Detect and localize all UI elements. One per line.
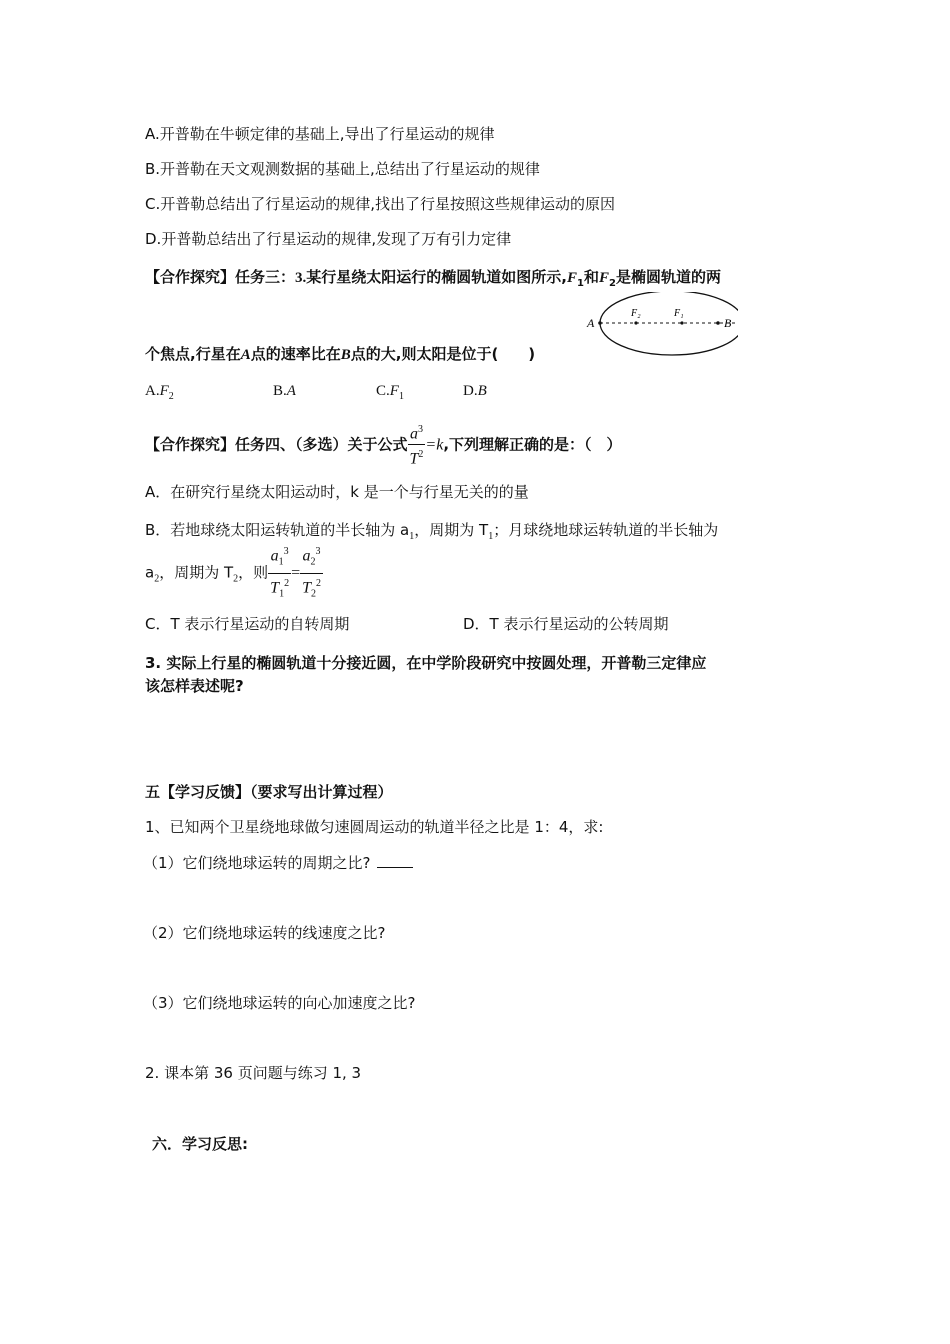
q2-option-d: D.开普勒总结出了行星运动的规律,发现了万有引力定律 [145,230,512,248]
task3-f2: F [598,270,609,286]
task4-b2-part3: ，则 [238,563,269,582]
equals-sign: = [291,564,301,582]
fraction-1-num [268,542,291,574]
opt-c-letter: F [389,383,399,399]
task3-line2-a: 个焦点,行星在 [145,345,241,363]
task4-prefix: 【合作探究】任务四、（多选）关于公式 [145,435,408,454]
task4-b-part3: ；月球绕地球运转轨道的半长轴为 [493,521,719,539]
f1-den-sub: 1 [279,588,285,600]
f1-num-sub: 1 [278,556,284,568]
task3-line2 [145,344,535,365]
section5-q1: 1、已知两个卫星绕地球做匀速圆周运动的轨道半径之比是 1：4，求: [145,818,604,836]
task3-option-d [463,381,487,401]
task4-b2-a: a [145,563,155,582]
task3-option-c [376,381,404,407]
task3-pt-b: B [340,347,351,363]
task3-line2-b: 点的速率比在 [250,345,341,363]
task4-b2-part2: ，周期为 T [159,563,234,582]
task3-num: 3. [295,270,307,286]
f2-den-sup: 2 [316,577,321,589]
kepler-frac-den [408,445,426,469]
q2-option-b: B.开普勒在天文观测数据的基础上,总结出了行星运动的规律 [145,160,540,178]
frac-num-sup: 3 [417,424,423,435]
point-b-dot [716,321,720,325]
label-f1: F₁ [674,308,684,319]
task4-b-sub2: 1 [488,531,494,542]
task4-option-a: A．在研究行星绕太阳运动时，k 是一个与行星无关的的量 [145,483,529,501]
label-f2: F₂ [631,308,641,319]
task3-f1: F [566,270,577,286]
section5-q1-2: （2）它们绕地球运转的线速度之比? [143,924,386,942]
focus-f1-dot [680,321,683,324]
q2-option-c: C.开普勒总结出了行星运动的规律,找出了行星按照这些规律运动的原因 [145,195,616,213]
task4-option-c: C．T 表示行星运动的自转周期 [145,615,350,633]
opt-c-sub: 1 [398,391,404,402]
f1-den: T [270,578,280,596]
f2-num-sup: 3 [315,546,321,557]
kepler-fraction [408,420,426,470]
section6-title: 六．学习反思: [152,1135,248,1153]
task3-text-b: 是椭圆轨道的两 [615,268,721,286]
answer-blank[interactable] [377,853,413,868]
task4-suffix: ,下列理解正确的是：（ ） [443,435,622,454]
task3-f2-sub: 2 [609,278,616,289]
section5-title: 五【学习反馈】（要求写出计算过程） [145,783,393,801]
fraction-1 [268,542,291,604]
section5-q1-1 [143,853,413,873]
task3-line2-c: 点的大,则太阳是位于( ) [350,345,536,363]
f1-num-sup: 3 [283,546,289,557]
fraction-2 [300,542,323,604]
task4-heading [145,420,622,470]
label-a: A [587,316,595,330]
q3-line1: 3. 实际上行星的椭圆轨道十分接近圆，在中学阶段研究中按圆处理，开普勒三定律应 [145,654,707,672]
opt-a-letter: F [159,383,169,399]
task4-eq-k: =k [425,436,444,454]
section5-q1-3: （3）它们绕地球运转的向心加速度之比? [143,994,416,1012]
label-b: B [724,316,732,330]
fraction-1-den [268,574,291,605]
point-a-dot [598,321,602,325]
task3-line1 [145,267,721,294]
opt-a-sub: 2 [168,391,174,402]
task3-f1-sub: 1 [577,278,584,289]
section5-q1-1-text: （1）它们绕地球运转的周期之比? [143,854,371,872]
task4-b-part1: B．若地球绕太阳运转轨道的半长轴为 a [145,521,410,539]
frac-num-a: a [409,425,418,443]
task3-pt-a: A [240,347,251,363]
opt-a-prefix: A. [145,383,160,399]
task4-option-d: D．T 表示行星运动的公转周期 [463,615,669,633]
opt-b-letter: A [286,383,296,399]
opt-c-prefix: C. [376,383,390,399]
focus-f2-dot [634,321,637,324]
opt-d-letter: B [477,383,487,399]
task3-option-a [145,381,174,407]
task4-b2-sub1: 2 [154,573,160,585]
kepler-frac-num [408,420,426,445]
task3-text-a: 某行星绕太阳运行的椭圆轨道如图所示, [306,268,567,286]
f2-num: a [302,547,311,565]
task3-tag: 【合作探究】任务三 [145,268,281,286]
f1-num: a [270,547,279,565]
q3-line2: 该怎样表述呢? [145,677,244,695]
f2-den-sub: 2 [311,588,316,600]
task4-option-b-line2 [145,542,323,606]
ellipse-orbit-diagram [586,292,738,362]
task4-b-sub1: 1 [409,531,415,542]
task4-b-part2: ，周期为 T [414,521,489,539]
frac-den-sup: 2 [418,449,424,461]
frac-den-t: T [409,450,419,468]
f2-num-sub: 2 [310,556,316,568]
task3-option-b [273,381,296,401]
f1-den-sup: 2 [284,577,290,589]
fraction-2-den [300,574,323,605]
opt-b-prefix: B. [273,383,287,399]
opt-d-prefix: D. [463,383,478,399]
task3-colon: ： [280,268,296,286]
q2-option-a: A.开普勒在牛顿定律的基础上,导出了行星运动的规律 [145,125,495,143]
f2-den: T [302,578,311,596]
task3-and: 和 [583,268,599,286]
fraction-2-num [300,542,323,574]
section5-q2: 2. 课本第 36 页问题与练习 1, 3 [145,1064,362,1082]
task4-b2-sub2: 2 [233,573,239,585]
